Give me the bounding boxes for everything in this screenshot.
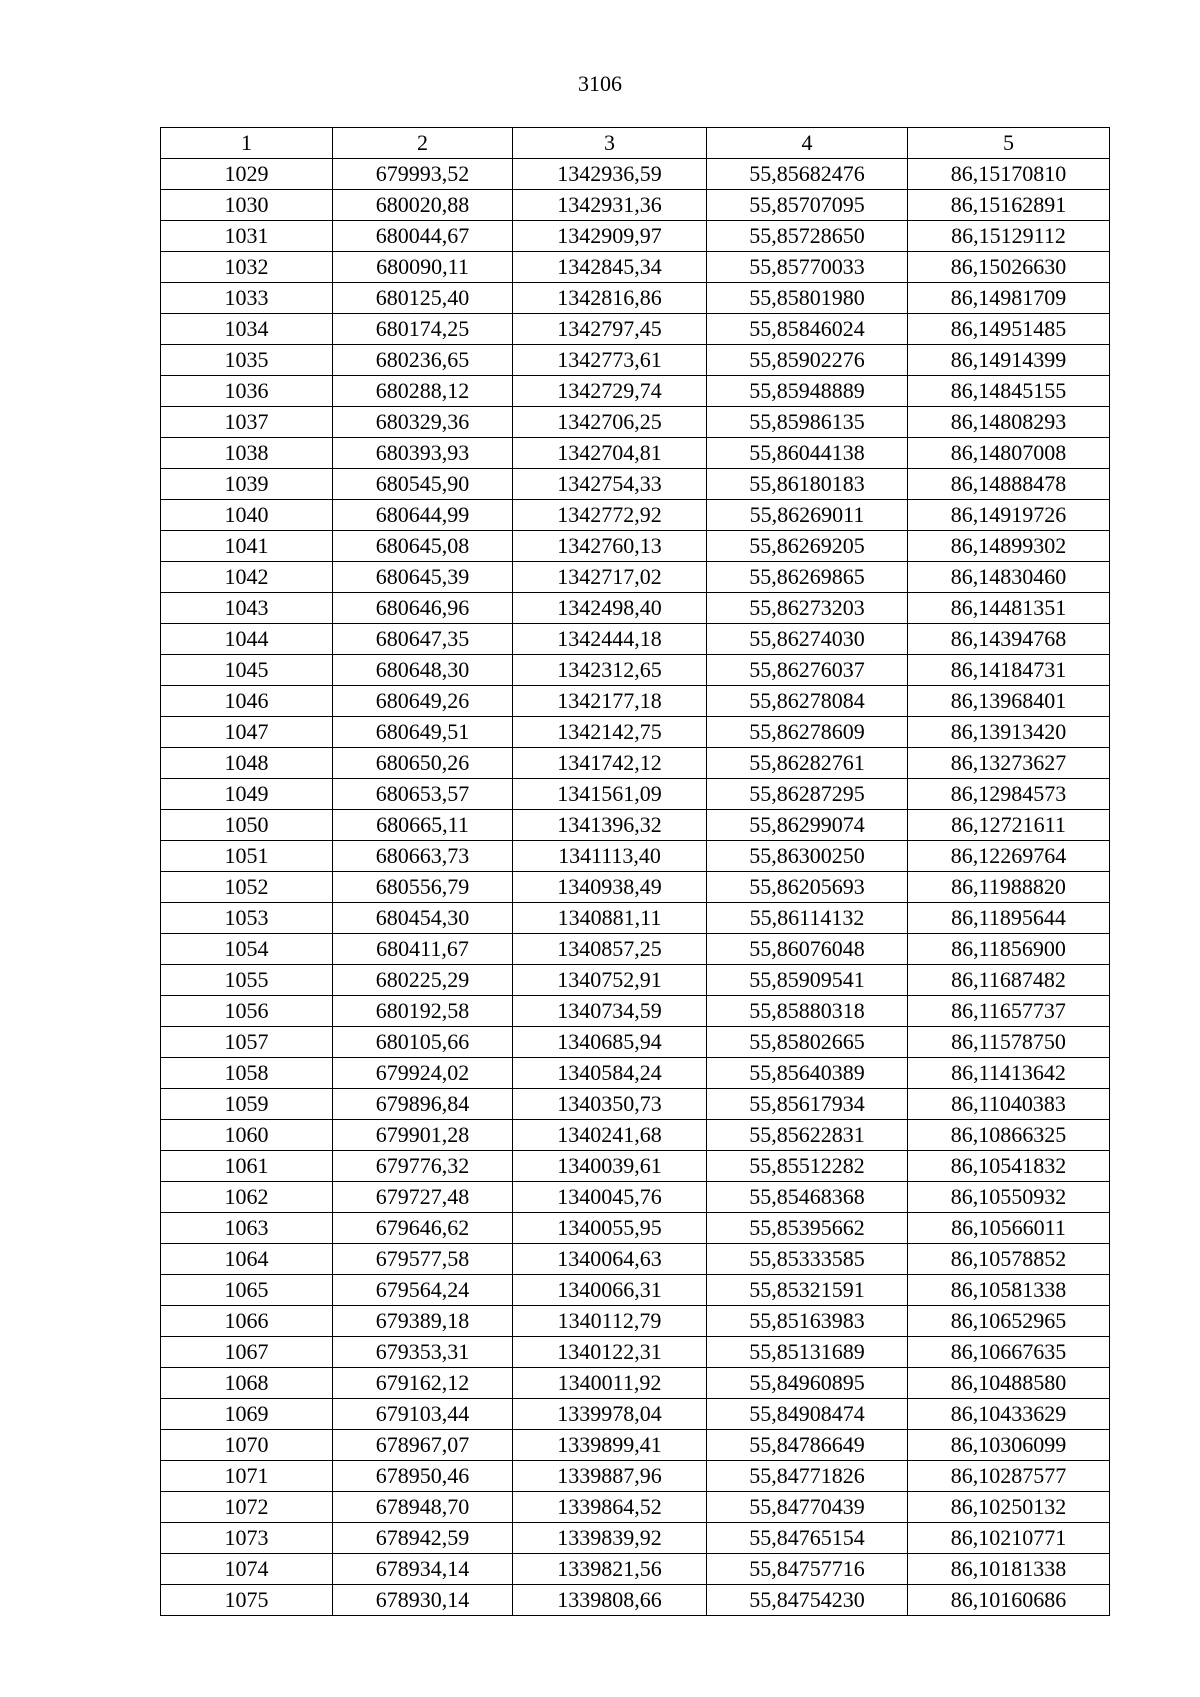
table-cell-col-5: 86,11895644 — [908, 903, 1110, 934]
table-row — [161, 1585, 1110, 1616]
table-row — [161, 562, 1110, 593]
table-cell-col-3: 1340055,95 — [513, 1213, 707, 1244]
coordinates-table — [160, 127, 1110, 1616]
table-cell-col-5: 86,13913420 — [908, 717, 1110, 748]
table-cell-col-4: 55,85321591 — [707, 1275, 908, 1306]
table-cell-col-1: 1058 — [161, 1058, 333, 1089]
table-cell-col-2: 679901,28 — [333, 1120, 513, 1151]
table-row — [161, 1089, 1110, 1120]
table-cell-col-5: 86,11657737 — [908, 996, 1110, 1027]
table-cell-col-1: 1050 — [161, 810, 333, 841]
table-cell-col-1: 1070 — [161, 1430, 333, 1461]
table-row — [161, 1492, 1110, 1523]
column-header-1: 1 — [161, 128, 333, 159]
table-cell-col-3: 1339808,66 — [513, 1585, 707, 1616]
table-cell-col-1: 1048 — [161, 748, 333, 779]
table-row — [161, 1430, 1110, 1461]
table-cell-col-4: 55,86278084 — [707, 686, 908, 717]
table-cell-col-1: 1056 — [161, 996, 333, 1027]
table-cell-col-3: 1342816,86 — [513, 283, 707, 314]
table-row — [161, 1523, 1110, 1554]
column-header-3: 3 — [513, 128, 707, 159]
table-cell-col-3: 1342729,74 — [513, 376, 707, 407]
table-cell-col-5: 86,10287577 — [908, 1461, 1110, 1492]
table-cell-col-2: 680663,73 — [333, 841, 513, 872]
table-cell-col-1: 1065 — [161, 1275, 333, 1306]
table-cell-col-5: 86,10306099 — [908, 1430, 1110, 1461]
table-cell-col-3: 1340045,76 — [513, 1182, 707, 1213]
table-cell-col-4: 55,86076048 — [707, 934, 908, 965]
table-cell-col-1: 1035 — [161, 345, 333, 376]
table-cell-col-1: 1054 — [161, 934, 333, 965]
table-cell-col-3: 1342772,92 — [513, 500, 707, 531]
table-cell-col-2: 680649,26 — [333, 686, 513, 717]
table-cell-col-3: 1342717,02 — [513, 562, 707, 593]
table-cell-col-5: 86,14394768 — [908, 624, 1110, 655]
table-row — [161, 407, 1110, 438]
table-cell-col-2: 680288,12 — [333, 376, 513, 407]
table-cell-col-2: 678942,59 — [333, 1523, 513, 1554]
table-row — [161, 1151, 1110, 1182]
table-cell-col-3: 1342931,36 — [513, 190, 707, 221]
table-cell-col-4: 55,86282761 — [707, 748, 908, 779]
table-cell-col-1: 1030 — [161, 190, 333, 221]
table-cell-col-1: 1074 — [161, 1554, 333, 1585]
table-cell-col-4: 55,86044138 — [707, 438, 908, 469]
table-cell-col-1: 1033 — [161, 283, 333, 314]
table-cell-col-4: 55,85131689 — [707, 1337, 908, 1368]
table-cell-col-4: 55,85468368 — [707, 1182, 908, 1213]
table-cell-col-2: 680648,30 — [333, 655, 513, 686]
table-cell-col-5: 86,10541832 — [908, 1151, 1110, 1182]
table-cell-col-4: 55,86299074 — [707, 810, 908, 841]
table-cell-col-5: 86,14807008 — [908, 438, 1110, 469]
table-cell-col-3: 1342704,81 — [513, 438, 707, 469]
table-cell-col-2: 680644,99 — [333, 500, 513, 531]
table-cell-col-3: 1340122,31 — [513, 1337, 707, 1368]
table-cell-col-4: 55,85948889 — [707, 376, 908, 407]
table-cell-col-5: 86,15162891 — [908, 190, 1110, 221]
table-cell-col-5: 86,10566011 — [908, 1213, 1110, 1244]
table-cell-col-5: 86,11988820 — [908, 872, 1110, 903]
table-cell-col-3: 1341396,32 — [513, 810, 707, 841]
table-row — [161, 934, 1110, 965]
table-cell-col-1: 1073 — [161, 1523, 333, 1554]
table-cell-col-1: 1034 — [161, 314, 333, 345]
table-cell-col-1: 1061 — [161, 1151, 333, 1182]
table-cell-col-3: 1342142,75 — [513, 717, 707, 748]
table-cell-col-4: 55,86269205 — [707, 531, 908, 562]
table-cell-col-1: 1037 — [161, 407, 333, 438]
table-cell-col-1: 1029 — [161, 159, 333, 190]
table-row — [161, 748, 1110, 779]
table-cell-col-1: 1072 — [161, 1492, 333, 1523]
table-cell-col-2: 678930,14 — [333, 1585, 513, 1616]
table-row — [161, 1554, 1110, 1585]
table-cell-col-2: 679577,58 — [333, 1244, 513, 1275]
table-cell-col-1: 1067 — [161, 1337, 333, 1368]
table-cell-col-1: 1062 — [161, 1182, 333, 1213]
table-cell-col-5: 86,14951485 — [908, 314, 1110, 345]
table-cell-col-2: 680411,67 — [333, 934, 513, 965]
table-cell-col-2: 678950,46 — [333, 1461, 513, 1492]
table-cell-col-1: 1057 — [161, 1027, 333, 1058]
table-row — [161, 531, 1110, 562]
table-row — [161, 1368, 1110, 1399]
table-cell-col-5: 86,13968401 — [908, 686, 1110, 717]
table-cell-col-4: 55,85846024 — [707, 314, 908, 345]
table-cell-col-4: 55,86276037 — [707, 655, 908, 686]
table-cell-col-4: 55,84770439 — [707, 1492, 908, 1523]
table-cell-col-5: 86,14481351 — [908, 593, 1110, 624]
table-cell-col-4: 55,86180183 — [707, 469, 908, 500]
table-cell-col-4: 55,85707095 — [707, 190, 908, 221]
table-cell-col-5: 86,15170810 — [908, 159, 1110, 190]
table-cell-col-3: 1342797,45 — [513, 314, 707, 345]
table-cell-col-1: 1045 — [161, 655, 333, 686]
table-cell-col-2: 679103,44 — [333, 1399, 513, 1430]
table-cell-col-1: 1043 — [161, 593, 333, 624]
table-row — [161, 996, 1110, 1027]
table-cell-col-4: 55,85163983 — [707, 1306, 908, 1337]
table-row — [161, 283, 1110, 314]
table-row — [161, 624, 1110, 655]
table-cell-col-3: 1340734,59 — [513, 996, 707, 1027]
table-cell-col-1: 1044 — [161, 624, 333, 655]
table-cell-col-3: 1339899,41 — [513, 1430, 707, 1461]
table-cell-col-3: 1340938,49 — [513, 872, 707, 903]
table-row — [161, 1399, 1110, 1430]
table-cell-col-2: 679564,24 — [333, 1275, 513, 1306]
table-cell-col-2: 680174,25 — [333, 314, 513, 345]
table-cell-col-2: 679896,84 — [333, 1089, 513, 1120]
table-cell-col-5: 86,10433629 — [908, 1399, 1110, 1430]
table-cell-col-5: 86,14888478 — [908, 469, 1110, 500]
table-row — [161, 376, 1110, 407]
table-cell-col-4: 55,86114132 — [707, 903, 908, 934]
table-row — [161, 252, 1110, 283]
table-cell-col-1: 1059 — [161, 1089, 333, 1120]
table-cell-col-2: 680645,39 — [333, 562, 513, 593]
table-cell-col-3: 1342845,34 — [513, 252, 707, 283]
table-cell-col-2: 680044,67 — [333, 221, 513, 252]
table-cell-col-5: 86,14808293 — [908, 407, 1110, 438]
table-header-row — [161, 128, 1110, 159]
table-cell-col-1: 1055 — [161, 965, 333, 996]
table-cell-col-2: 680020,88 — [333, 190, 513, 221]
table-row — [161, 593, 1110, 624]
table-cell-col-4: 55,85617934 — [707, 1089, 908, 1120]
table-cell-col-3: 1339821,56 — [513, 1554, 707, 1585]
table-row — [161, 1213, 1110, 1244]
table-cell-col-2: 680090,11 — [333, 252, 513, 283]
table-cell-col-5: 86,12984573 — [908, 779, 1110, 810]
table-cell-col-4: 55,84960895 — [707, 1368, 908, 1399]
table-cell-col-5: 86,10866325 — [908, 1120, 1110, 1151]
table-cell-col-4: 55,84771826 — [707, 1461, 908, 1492]
table-cell-col-2: 680650,26 — [333, 748, 513, 779]
table-cell-col-4: 55,85682476 — [707, 159, 908, 190]
table-cell-col-2: 679353,31 — [333, 1337, 513, 1368]
table-cell-col-4: 55,85622831 — [707, 1120, 908, 1151]
table-cell-col-5: 86,11040383 — [908, 1089, 1110, 1120]
table-cell-col-4: 55,85986135 — [707, 407, 908, 438]
table-cell-col-4: 55,86300250 — [707, 841, 908, 872]
table-row — [161, 314, 1110, 345]
table-cell-col-2: 679924,02 — [333, 1058, 513, 1089]
table-cell-col-3: 1342936,59 — [513, 159, 707, 190]
table-cell-col-2: 679646,62 — [333, 1213, 513, 1244]
table-cell-col-3: 1342706,25 — [513, 407, 707, 438]
table-row — [161, 1058, 1110, 1089]
table-cell-col-3: 1340881,11 — [513, 903, 707, 934]
table-cell-col-3: 1342444,18 — [513, 624, 707, 655]
table-row — [161, 686, 1110, 717]
table-cell-col-3: 1340685,94 — [513, 1027, 707, 1058]
table-cell-col-3: 1341561,09 — [513, 779, 707, 810]
table-cell-col-5: 86,10488580 — [908, 1368, 1110, 1399]
table-cell-col-4: 55,85880318 — [707, 996, 908, 1027]
table-cell-col-3: 1340752,91 — [513, 965, 707, 996]
table-cell-col-1: 1071 — [161, 1461, 333, 1492]
table-row — [161, 345, 1110, 376]
table-cell-col-2: 680556,79 — [333, 872, 513, 903]
page-number: 3106 — [578, 71, 622, 96]
table-cell-col-1: 1036 — [161, 376, 333, 407]
table-cell-col-5: 86,10210771 — [908, 1523, 1110, 1554]
column-header-5: 5 — [908, 128, 1110, 159]
table-cell-col-2: 680647,35 — [333, 624, 513, 655]
table-row — [161, 221, 1110, 252]
table-cell-col-2: 680236,65 — [333, 345, 513, 376]
table-cell-col-4: 55,85640389 — [707, 1058, 908, 1089]
table-cell-col-4: 55,86278609 — [707, 717, 908, 748]
table-cell-col-1: 1063 — [161, 1213, 333, 1244]
table-cell-col-2: 679389,18 — [333, 1306, 513, 1337]
table-row — [161, 500, 1110, 531]
table-cell-col-2: 680225,29 — [333, 965, 513, 996]
table-row — [161, 1182, 1110, 1213]
table-cell-col-3: 1342909,97 — [513, 221, 707, 252]
table-cell-col-2: 680646,96 — [333, 593, 513, 624]
table-row — [161, 655, 1110, 686]
table-cell-col-5: 86,14830460 — [908, 562, 1110, 593]
table-cell-col-3: 1340066,31 — [513, 1275, 707, 1306]
table-cell-col-4: 55,85909541 — [707, 965, 908, 996]
table-cell-col-4: 55,84757716 — [707, 1554, 908, 1585]
table-row — [161, 841, 1110, 872]
table-row — [161, 438, 1110, 469]
table-cell-col-1: 1046 — [161, 686, 333, 717]
table-cell-col-2: 680545,90 — [333, 469, 513, 500]
table-cell-col-3: 1340112,79 — [513, 1306, 707, 1337]
table-row — [161, 872, 1110, 903]
table-cell-col-2: 680454,30 — [333, 903, 513, 934]
table-row — [161, 159, 1110, 190]
table-row — [161, 190, 1110, 221]
table-cell-col-5: 86,10578852 — [908, 1244, 1110, 1275]
table-cell-col-1: 1042 — [161, 562, 333, 593]
table-cell-col-1: 1069 — [161, 1399, 333, 1430]
table-cell-col-4: 55,84765154 — [707, 1523, 908, 1554]
table-cell-col-3: 1339864,52 — [513, 1492, 707, 1523]
table-cell-col-1: 1060 — [161, 1120, 333, 1151]
table-cell-col-1: 1052 — [161, 872, 333, 903]
table-row — [161, 717, 1110, 748]
table-cell-col-4: 55,85395662 — [707, 1213, 908, 1244]
table-row — [161, 1306, 1110, 1337]
column-header-2: 2 — [333, 128, 513, 159]
table-cell-col-4: 55,86273203 — [707, 593, 908, 624]
table-cell-col-3: 1341113,40 — [513, 841, 707, 872]
table-cell-col-5: 86,12721611 — [908, 810, 1110, 841]
table-cell-col-5: 86,10667635 — [908, 1337, 1110, 1368]
table-row — [161, 1275, 1110, 1306]
table-cell-col-1: 1047 — [161, 717, 333, 748]
table-cell-col-5: 86,14845155 — [908, 376, 1110, 407]
table-cell-col-4: 55,84754230 — [707, 1585, 908, 1616]
table-row — [161, 1120, 1110, 1151]
table-cell-col-5: 86,10250132 — [908, 1492, 1110, 1523]
table-cell-col-2: 680645,08 — [333, 531, 513, 562]
table-cell-col-5: 86,14919726 — [908, 500, 1110, 531]
table-cell-col-3: 1342312,65 — [513, 655, 707, 686]
table-cell-col-1: 1075 — [161, 1585, 333, 1616]
table-cell-col-3: 1342760,13 — [513, 531, 707, 562]
table-cell-col-3: 1340584,24 — [513, 1058, 707, 1089]
table-cell-col-4: 55,86287295 — [707, 779, 908, 810]
table-row — [161, 1337, 1110, 1368]
table-cell-col-3: 1342498,40 — [513, 593, 707, 624]
table-cell-col-1: 1051 — [161, 841, 333, 872]
table-cell-col-3: 1340064,63 — [513, 1244, 707, 1275]
table-cell-col-4: 55,86205693 — [707, 872, 908, 903]
table-cell-col-5: 86,14899302 — [908, 531, 1110, 562]
table-cell-col-2: 679776,32 — [333, 1151, 513, 1182]
table-cell-col-1: 1040 — [161, 500, 333, 531]
table-cell-col-2: 679727,48 — [333, 1182, 513, 1213]
table-row — [161, 1244, 1110, 1275]
table-cell-col-2: 679162,12 — [333, 1368, 513, 1399]
table-cell-col-5: 86,14184731 — [908, 655, 1110, 686]
table-cell-col-1: 1038 — [161, 438, 333, 469]
table-cell-col-4: 55,85512282 — [707, 1151, 908, 1182]
table-cell-col-5: 86,14914399 — [908, 345, 1110, 376]
table-row — [161, 810, 1110, 841]
table-cell-col-1: 1053 — [161, 903, 333, 934]
table-row — [161, 965, 1110, 996]
table-cell-col-5: 86,11856900 — [908, 934, 1110, 965]
table-cell-col-4: 55,86269011 — [707, 500, 908, 531]
table-cell-col-3: 1340011,92 — [513, 1368, 707, 1399]
table-cell-col-4: 55,86269865 — [707, 562, 908, 593]
table-cell-col-1: 1064 — [161, 1244, 333, 1275]
table-cell-col-1: 1049 — [161, 779, 333, 810]
table-cell-col-2: 680393,93 — [333, 438, 513, 469]
table-cell-col-2: 680665,11 — [333, 810, 513, 841]
table-cell-col-1: 1068 — [161, 1368, 333, 1399]
table-cell-col-2: 680125,40 — [333, 283, 513, 314]
table-cell-col-2: 680653,57 — [333, 779, 513, 810]
table-cell-col-3: 1341742,12 — [513, 748, 707, 779]
table-cell-col-3: 1340039,61 — [513, 1151, 707, 1182]
table-cell-col-2: 678948,70 — [333, 1492, 513, 1523]
table-cell-col-2: 680192,58 — [333, 996, 513, 1027]
table-cell-col-3: 1342754,33 — [513, 469, 707, 500]
table-cell-col-3: 1339978,04 — [513, 1399, 707, 1430]
table-cell-col-4: 55,85802665 — [707, 1027, 908, 1058]
table-cell-col-2: 680649,51 — [333, 717, 513, 748]
table-cell-col-3: 1340241,68 — [513, 1120, 707, 1151]
table-cell-col-5: 86,14981709 — [908, 283, 1110, 314]
table-cell-col-4: 55,86274030 — [707, 624, 908, 655]
table-cell-col-5: 86,10550932 — [908, 1182, 1110, 1213]
table-cell-col-5: 86,10160686 — [908, 1585, 1110, 1616]
table-cell-col-5: 86,10181338 — [908, 1554, 1110, 1585]
table-body — [161, 159, 1110, 1616]
table-cell-col-3: 1339839,92 — [513, 1523, 707, 1554]
table-cell-col-4: 55,85728650 — [707, 221, 908, 252]
table-cell-col-5: 86,12269764 — [908, 841, 1110, 872]
table-cell-col-2: 678934,14 — [333, 1554, 513, 1585]
table-cell-col-3: 1339887,96 — [513, 1461, 707, 1492]
table-cell-col-2: 678967,07 — [333, 1430, 513, 1461]
table-cell-col-1: 1066 — [161, 1306, 333, 1337]
table-cell-col-3: 1342177,18 — [513, 686, 707, 717]
table-cell-col-4: 55,85902276 — [707, 345, 908, 376]
table-cell-col-1: 1032 — [161, 252, 333, 283]
table-cell-col-3: 1340350,73 — [513, 1089, 707, 1120]
table-cell-col-2: 680105,66 — [333, 1027, 513, 1058]
table-row — [161, 903, 1110, 934]
table-cell-col-5: 86,15026630 — [908, 252, 1110, 283]
table-cell-col-5: 86,13273627 — [908, 748, 1110, 779]
table-cell-col-5: 86,10652965 — [908, 1306, 1110, 1337]
table-cell-col-1: 1031 — [161, 221, 333, 252]
table-cell-col-2: 679993,52 — [333, 159, 513, 190]
table-cell-col-4: 55,85333585 — [707, 1244, 908, 1275]
table-cell-col-5: 86,11578750 — [908, 1027, 1110, 1058]
table-row — [161, 779, 1110, 810]
table-cell-col-4: 55,85801980 — [707, 283, 908, 314]
table-cell-col-2: 680329,36 — [333, 407, 513, 438]
table-cell-col-5: 86,11413642 — [908, 1058, 1110, 1089]
table-row — [161, 1027, 1110, 1058]
column-header-4: 4 — [707, 128, 908, 159]
table-cell-col-4: 55,85770033 — [707, 252, 908, 283]
table-row — [161, 1461, 1110, 1492]
table-cell-col-1: 1039 — [161, 469, 333, 500]
table-cell-col-3: 1340857,25 — [513, 934, 707, 965]
table-cell-col-3: 1342773,61 — [513, 345, 707, 376]
table-cell-col-5: 86,10581338 — [908, 1275, 1110, 1306]
table-cell-col-1: 1041 — [161, 531, 333, 562]
table-cell-col-5: 86,11687482 — [908, 965, 1110, 996]
table-cell-col-5: 86,15129112 — [908, 221, 1110, 252]
table-cell-col-4: 55,84908474 — [707, 1399, 908, 1430]
table-row — [161, 469, 1110, 500]
table-cell-col-4: 55,84786649 — [707, 1430, 908, 1461]
